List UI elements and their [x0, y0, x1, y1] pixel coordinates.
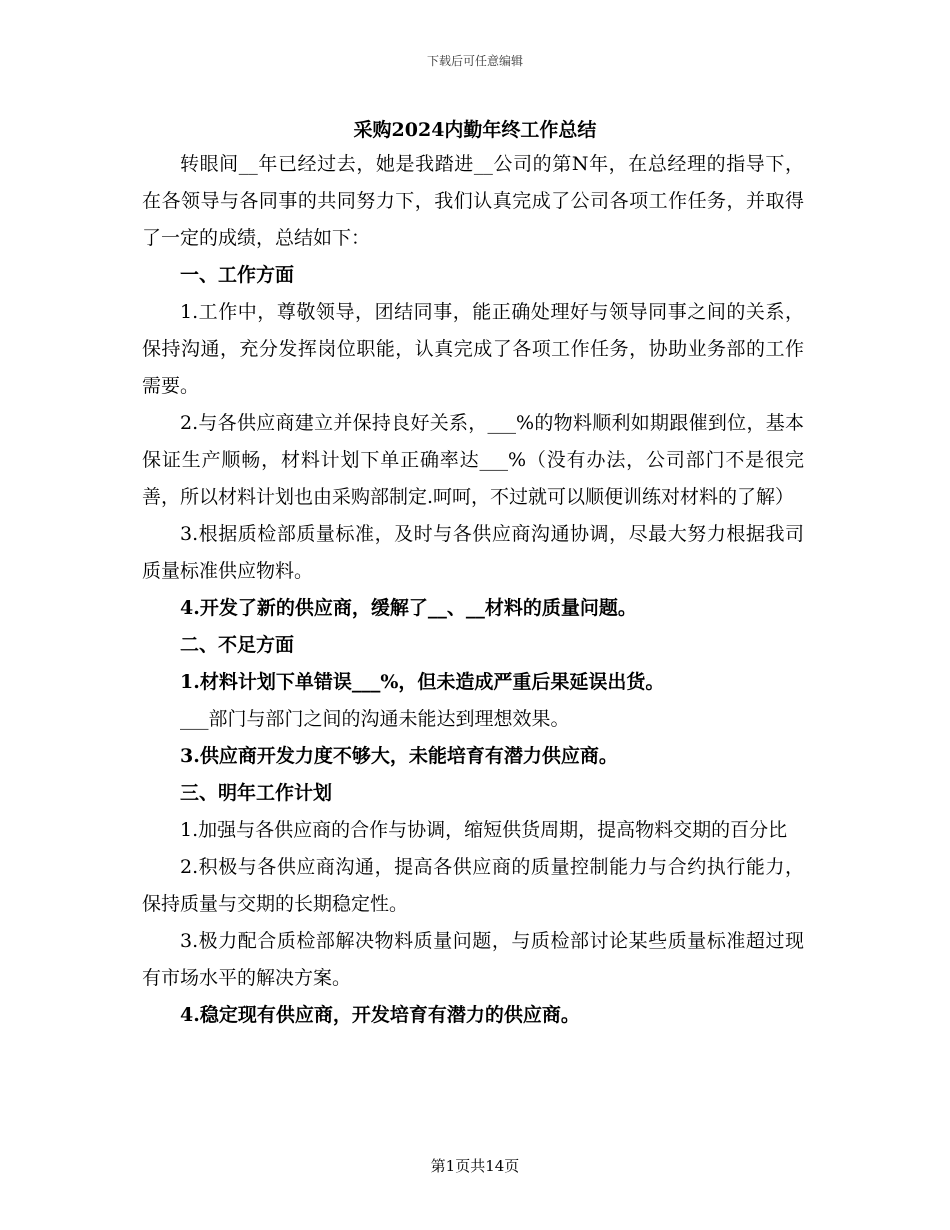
work-item-4: 4.开发了新的供应商，缓解了__、__材料的质量问题。	[180, 597, 637, 619]
work-item-3: 3.根据质检部质量标准，及时与各供应商沟通协调，尽最大努力根据我司质量标准供应物料。	[142, 523, 804, 582]
shortcoming-item-2: ___部门与部门之间的沟通未能达到理想效果。	[180, 708, 570, 730]
document-title: 采购2024内勤年终工作总结	[353, 119, 597, 141]
plan-item-1: 1.加强与各供应商的合作与协调，缩短供货周期，提高物料交期的百分比	[180, 819, 788, 841]
section-heading-shortcomings: 二、不足方面	[180, 634, 295, 656]
document-body	[142, 146, 804, 1034]
intro-paragraph: 转眼间__年已经过去，她是我踏进__公司的第N年，在总经理的指导下，在各领导与各同事的共同努力下，我们认真完成了公司各项工作任务，并取得了一定的成绩，总结如下：	[142, 153, 804, 249]
page-number-footer: 第1页共14页	[430, 1157, 520, 1175]
shortcoming-item-1: 1.材料计划下单错误___%，但未造成严重后果延误出货。	[180, 671, 665, 693]
section-heading-work: 一、工作方面	[180, 264, 295, 286]
page-header: 下载后可任意编辑	[426, 54, 523, 68]
plan-item-3: 3.极力配合质检部解决物料质量问题，与质检部讨论某些质量标准超过现有市场水平的解决方案。	[142, 930, 804, 989]
plan-item-2: 2.积极与各供应商沟通，提高各供应商的质量控制能力与合约执行能力，保持质量与交期的长期稳定性。	[142, 856, 804, 915]
work-item-2: 2.与各供应商建立并保持良好关系，___%的物料顺利如期跟催到位，基本保证生产顺畅，材料计划下单正确率达___%（没有办法，公司部门不是很完善，所以材料计划也由采购部制定.呵呵，不过就可以顺便训练对材料的了解）	[142, 412, 804, 508]
work-item-1: 1.工作中，尊敬领导，团结同事，能正确处理好与领导同事之间的关系，保持沟通，充分发挥岗位职能，认真完成了各项工作任务，协助业务部的工作需要。	[142, 301, 804, 397]
shortcoming-item-3: 3.供应商开发力度不够大，未能培育有潜力供应商。	[180, 745, 618, 767]
plan-item-4: 4.稳定现有供应商，开发培育有潜力的供应商。	[180, 1004, 580, 1026]
section-heading-plan: 三、明年工作计划	[180, 782, 333, 804]
